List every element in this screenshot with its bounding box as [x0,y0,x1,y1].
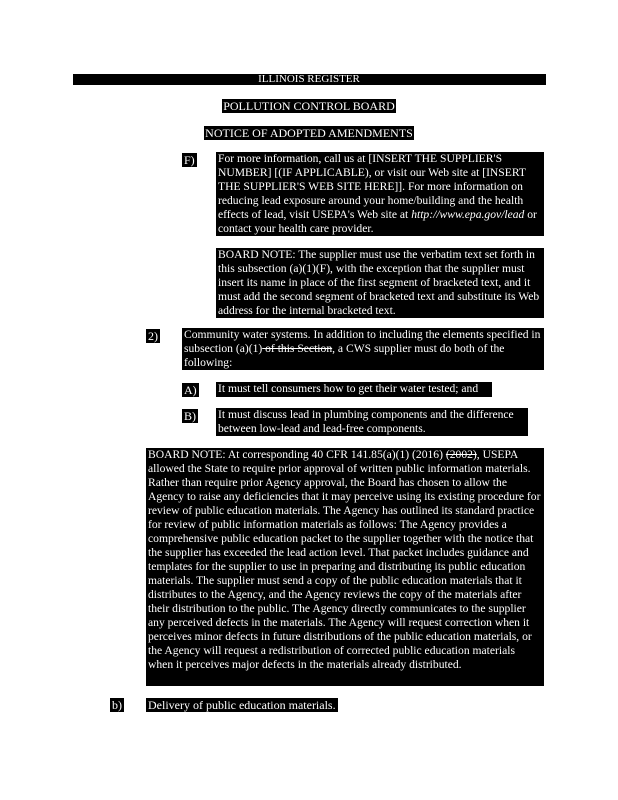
item-f-text-part2: or contact your health care provider. [218,208,537,235]
board-note-1 [216,248,544,318]
item-f-label: F) [184,153,195,167]
item-b-lower-label: b) [112,698,122,712]
board-note-1-text: BOARD NOTE: The supplier must use the verbatim text set forth in this subsection (a)(1)(F), with the exception that the supplier must insert its name in place of the first segment of bracketed text, and it must add the second segment of bracketed text and substitute its Web address for the internal bracketed text. [218,248,540,317]
board-title: POLLUTION CONTROL BOARD [223,99,395,113]
item-f-text-part1: For more information, call us at [INSERT THE SUPPLIER'S NUMBER] [(IF APPLICABLE), or visit our Web site at [INSERT THE SUPPLIER'S WEB SITE HERE]]. For more information on reducing lead exposure around your home/building and the health effects of lead, visit USEPA's Web site at [218,152,526,221]
board-note-2-struck: (2002) [445,448,477,461]
epa-lead-url[interactable]: http://www.epa.gov/lead [411,208,525,221]
item-2-struck-text: of this Section [262,342,333,355]
board-note-2-part2: , USEPA allowed the State to require prior approval of written public information materials. Rather than require prior Agency approval, the Board has chosen to allow the Agency to raise any deficiencies that it may perceive using its existing procedure for review of public education materials. The Agency has outlined its standard practice for review of public information materials as follows: The Agency provides a comprehensive public education packet to the supplier together with the notice that the supplier has exceeded the lead action level. That packet includes guidance and templates for the supplier to use in preparing and distributing its public education materials. The supplier must send a copy of the public education materials that it distributes to the Agency, and the Agency reviews the copy of the materials after their distribution to the public. The Agency directly communicates to the supplier any perceived defects in the materials. The Agency will request correction when it perceives minor defects in future distributions of the public education materials, or the Agency will request a redistribution of corrected public education materials when it perceives major defects in the materials already distributed. [148,448,541,671]
item-2-text-part2: , a CWS supplier must do both of the following: [184,342,505,369]
item-2-label: 2) [148,329,158,343]
notice-title-line [0,126,618,140]
item-b-lower-line [146,698,338,712]
register-title: ILLINOIS REGISTER [258,73,360,85]
notice-title: NOTICE OF ADOPTED AMENDMENTS [205,126,413,140]
item-b-text [216,408,528,436]
item-b-text-content: It must discuss lead in plumbing components and the difference between low-lead and lead-free components. [218,408,514,435]
item-b-label: B) [184,409,196,423]
item-2-text-part1: Community water systems. In addition to including the elements specified in subsection (a)(1) [184,328,541,355]
item-a-label: A) [184,383,197,397]
board-title-line [0,99,618,113]
item-a-text [216,382,492,397]
item-a-text-content: It must tell consumers how to get their water tested; and [218,382,479,395]
board-note-2 [146,448,544,686]
item-f-text [216,152,544,236]
board-note-2-part1: BOARD NOTE: At corresponding 40 CFR 141.85(a)(1) (2016) [148,448,446,461]
item-2-text [182,328,544,370]
item-b-lower-text: Delivery of public education materials. [148,698,336,712]
